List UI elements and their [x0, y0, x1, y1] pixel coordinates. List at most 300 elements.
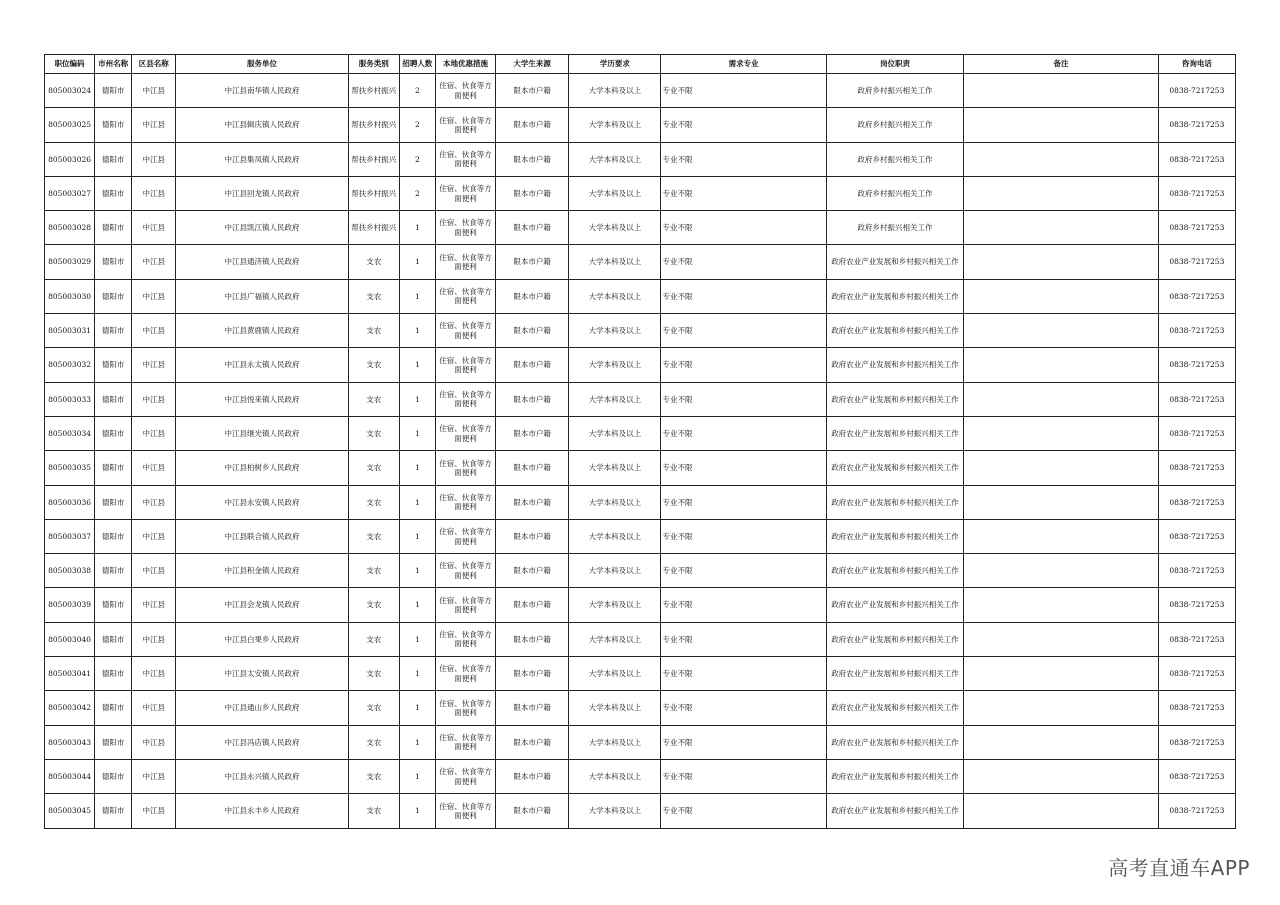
service-unit-cell: 中江县永丰乡人民政府 — [176, 794, 348, 828]
headcount-cell: 1 — [399, 382, 435, 416]
service-type-cell: 支农 — [348, 554, 399, 588]
table-row — [45, 451, 1236, 485]
position-code-cell: 805003031 — [45, 314, 95, 348]
table-row — [45, 691, 1236, 725]
remarks-cell — [964, 382, 1158, 416]
county-cell: 中江县 — [132, 691, 176, 725]
headcount-cell: 1 — [399, 759, 435, 793]
major-cell: 专业不限 — [661, 348, 826, 382]
header-row — [45, 55, 1236, 74]
local-benefits-cell: 住宿、伙食等方面便利 — [435, 451, 495, 485]
county-cell: 中江县 — [132, 108, 176, 142]
education-cell: 大学本科及以上 — [569, 211, 661, 245]
major-cell: 专业不限 — [661, 451, 826, 485]
education-cell: 大学本科及以上 — [569, 691, 661, 725]
major-cell: 专业不限 — [661, 142, 826, 176]
city-cell: 德阳市 — [95, 74, 132, 108]
education-cell: 大学本科及以上 — [569, 622, 661, 656]
local-benefits-cell: 住宿、伙食等方面便利 — [435, 108, 495, 142]
position-code-cell: 805003033 — [45, 382, 95, 416]
header-student-source: 大学生来源 — [496, 55, 569, 74]
phone-cell: 0838-7217253 — [1158, 622, 1235, 656]
major-cell: 专业不限 — [661, 691, 826, 725]
headcount-cell: 1 — [399, 348, 435, 382]
phone-cell: 0838-7217253 — [1158, 759, 1235, 793]
education-cell: 大学本科及以上 — [569, 245, 661, 279]
student-source-cell: 限本市户籍 — [496, 485, 569, 519]
headcount-cell: 1 — [399, 314, 435, 348]
student-source-cell: 限本市户籍 — [496, 279, 569, 313]
student-source-cell: 限本市户籍 — [496, 554, 569, 588]
duties-cell: 政府农业产业发展和乡村振兴相关工作 — [826, 314, 963, 348]
education-cell: 大学本科及以上 — [569, 554, 661, 588]
major-cell: 专业不限 — [661, 382, 826, 416]
table-row — [45, 314, 1236, 348]
table-row — [45, 794, 1236, 828]
service-unit-cell: 中江县凯江镇人民政府 — [176, 211, 348, 245]
table-row — [45, 725, 1236, 759]
duties-cell: 政府农业产业发展和乡村振兴相关工作 — [826, 348, 963, 382]
header-remarks: 备注 — [964, 55, 1158, 74]
county-cell: 中江县 — [132, 759, 176, 793]
phone-cell: 0838-7217253 — [1158, 416, 1235, 450]
remarks-cell — [964, 74, 1158, 108]
headcount-cell: 1 — [399, 794, 435, 828]
county-cell: 中江县 — [132, 451, 176, 485]
position-code-cell: 805003039 — [45, 588, 95, 622]
service-unit-cell: 中江县通济镇人民政府 — [176, 245, 348, 279]
headcount-cell: 1 — [399, 657, 435, 691]
duties-cell: 政府农业产业发展和乡村振兴相关工作 — [826, 622, 963, 656]
city-cell: 德阳市 — [95, 759, 132, 793]
duties-cell: 政府农业产业发展和乡村振兴相关工作 — [826, 759, 963, 793]
headcount-cell: 1 — [399, 279, 435, 313]
remarks-cell — [964, 588, 1158, 622]
position-code-cell: 805003038 — [45, 554, 95, 588]
major-cell: 专业不限 — [661, 485, 826, 519]
local-benefits-cell: 住宿、伙食等方面便利 — [435, 382, 495, 416]
major-cell: 专业不限 — [661, 622, 826, 656]
service-unit-cell: 中江县悦来镇人民政府 — [176, 382, 348, 416]
county-cell: 中江县 — [132, 725, 176, 759]
position-code-cell: 805003025 — [45, 108, 95, 142]
header-position-code: 职位编码 — [45, 55, 95, 74]
city-cell: 德阳市 — [95, 794, 132, 828]
city-cell: 德阳市 — [95, 211, 132, 245]
phone-cell: 0838-7217253 — [1158, 74, 1235, 108]
county-cell: 中江县 — [132, 314, 176, 348]
header-duties: 岗位职责 — [826, 55, 963, 74]
service-unit-cell: 中江县柏树乡人民政府 — [176, 451, 348, 485]
local-benefits-cell: 住宿、伙食等方面便利 — [435, 279, 495, 313]
phone-cell: 0838-7217253 — [1158, 245, 1235, 279]
duties-cell: 政府农业产业发展和乡村振兴相关工作 — [826, 279, 963, 313]
duties-cell: 政府农业产业发展和乡村振兴相关工作 — [826, 382, 963, 416]
major-cell: 专业不限 — [661, 245, 826, 279]
city-cell: 德阳市 — [95, 176, 132, 210]
header-county: 区县名称 — [132, 55, 176, 74]
student-source-cell: 限本市户籍 — [496, 314, 569, 348]
remarks-cell — [964, 142, 1158, 176]
education-cell: 大学本科及以上 — [569, 451, 661, 485]
remarks-cell — [964, 108, 1158, 142]
phone-cell: 0838-7217253 — [1158, 279, 1235, 313]
county-cell: 中江县 — [132, 657, 176, 691]
local-benefits-cell: 住宿、伙食等方面便利 — [435, 657, 495, 691]
student-source-cell: 限本市户籍 — [496, 657, 569, 691]
student-source-cell: 限本市户籍 — [496, 759, 569, 793]
major-cell: 专业不限 — [661, 279, 826, 313]
education-cell: 大学本科及以上 — [569, 382, 661, 416]
position-code-cell: 805003032 — [45, 348, 95, 382]
service-unit-cell: 中江县白果乡人民政府 — [176, 622, 348, 656]
major-cell: 专业不限 — [661, 759, 826, 793]
education-cell: 大学本科及以上 — [569, 108, 661, 142]
duties-cell: 政府农业产业发展和乡村振兴相关工作 — [826, 451, 963, 485]
county-cell: 中江县 — [132, 416, 176, 450]
phone-cell: 0838-7217253 — [1158, 588, 1235, 622]
phone-cell: 0838-7217253 — [1158, 554, 1235, 588]
local-benefits-cell: 住宿、伙食等方面便利 — [435, 314, 495, 348]
remarks-cell — [964, 485, 1158, 519]
education-cell: 大学本科及以上 — [569, 314, 661, 348]
city-cell: 德阳市 — [95, 657, 132, 691]
local-benefits-cell: 住宿、伙食等方面便利 — [435, 588, 495, 622]
phone-cell: 0838-7217253 — [1158, 657, 1235, 691]
phone-cell: 0838-7217253 — [1158, 382, 1235, 416]
phone-cell: 0838-7217253 — [1158, 211, 1235, 245]
service-type-cell: 支农 — [348, 382, 399, 416]
service-type-cell: 支农 — [348, 519, 399, 553]
header-service-unit: 服务单位 — [176, 55, 348, 74]
position-code-cell: 805003040 — [45, 622, 95, 656]
service-type-cell: 支农 — [348, 485, 399, 519]
remarks-cell — [964, 245, 1158, 279]
local-benefits-cell: 住宿、伙食等方面便利 — [435, 348, 495, 382]
service-unit-cell: 中江县冯店镇人民政府 — [176, 725, 348, 759]
student-source-cell: 限本市户籍 — [496, 416, 569, 450]
county-cell: 中江县 — [132, 142, 176, 176]
city-cell: 德阳市 — [95, 245, 132, 279]
local-benefits-cell: 住宿、伙食等方面便利 — [435, 416, 495, 450]
service-unit-cell: 中江县太安镇人民政府 — [176, 657, 348, 691]
service-type-cell: 帮扶乡村振兴 — [348, 108, 399, 142]
remarks-cell — [964, 657, 1158, 691]
service-unit-cell: 中江县会龙镇人民政府 — [176, 588, 348, 622]
phone-cell: 0838-7217253 — [1158, 485, 1235, 519]
service-type-cell: 帮扶乡村振兴 — [348, 74, 399, 108]
headcount-cell: 1 — [399, 211, 435, 245]
service-type-cell: 帮扶乡村振兴 — [348, 211, 399, 245]
phone-cell: 0838-7217253 — [1158, 314, 1235, 348]
duties-cell: 政府农业产业发展和乡村振兴相关工作 — [826, 725, 963, 759]
recruitment-table-sheet — [44, 54, 1236, 829]
county-cell: 中江县 — [132, 519, 176, 553]
city-cell: 德阳市 — [95, 519, 132, 553]
remarks-cell — [964, 348, 1158, 382]
local-benefits-cell: 住宿、伙食等方面便利 — [435, 142, 495, 176]
table-header — [45, 55, 1236, 74]
education-cell: 大学本科及以上 — [569, 142, 661, 176]
duties-cell: 政府农业产业发展和乡村振兴相关工作 — [826, 794, 963, 828]
table-row — [45, 416, 1236, 450]
table-row — [45, 176, 1236, 210]
student-source-cell: 限本市户籍 — [496, 794, 569, 828]
service-type-cell: 支农 — [348, 451, 399, 485]
local-benefits-cell: 住宿、伙食等方面便利 — [435, 74, 495, 108]
service-type-cell: 支农 — [348, 279, 399, 313]
major-cell: 专业不限 — [661, 176, 826, 210]
table-row — [45, 74, 1236, 108]
headcount-cell: 2 — [399, 108, 435, 142]
education-cell: 大学本科及以上 — [569, 657, 661, 691]
student-source-cell: 限本市户籍 — [496, 691, 569, 725]
service-type-cell: 支农 — [348, 314, 399, 348]
duties-cell: 政府农业产业发展和乡村振兴相关工作 — [826, 519, 963, 553]
county-cell: 中江县 — [132, 279, 176, 313]
city-cell: 德阳市 — [95, 314, 132, 348]
headcount-cell: 1 — [399, 725, 435, 759]
table-row — [45, 108, 1236, 142]
headcount-cell: 1 — [399, 622, 435, 656]
headcount-cell: 2 — [399, 142, 435, 176]
position-code-cell: 805003037 — [45, 519, 95, 553]
position-code-cell: 805003028 — [45, 211, 95, 245]
county-cell: 中江县 — [132, 74, 176, 108]
major-cell: 专业不限 — [661, 211, 826, 245]
position-code-cell: 805003045 — [45, 794, 95, 828]
table-row — [45, 657, 1236, 691]
service-unit-cell: 中江县回龙镇人民政府 — [176, 176, 348, 210]
local-benefits-cell: 住宿、伙食等方面便利 — [435, 794, 495, 828]
table-row — [45, 622, 1236, 656]
major-cell: 专业不限 — [661, 519, 826, 553]
phone-cell: 0838-7217253 — [1158, 519, 1235, 553]
service-unit-cell: 中江县集凤镇人民政府 — [176, 142, 348, 176]
local-benefits-cell: 住宿、伙食等方面便利 — [435, 691, 495, 725]
local-benefits-cell: 住宿、伙食等方面便利 — [435, 759, 495, 793]
student-source-cell: 限本市户籍 — [496, 74, 569, 108]
phone-cell: 0838-7217253 — [1158, 451, 1235, 485]
education-cell: 大学本科及以上 — [569, 416, 661, 450]
header-major: 需求专业 — [661, 55, 826, 74]
education-cell: 大学本科及以上 — [569, 794, 661, 828]
headcount-cell: 2 — [399, 74, 435, 108]
service-unit-cell: 中江县辑庆镇人民政府 — [176, 108, 348, 142]
remarks-cell — [964, 622, 1158, 656]
phone-cell: 0838-7217253 — [1158, 691, 1235, 725]
service-unit-cell: 中江县继光镇人民政府 — [176, 416, 348, 450]
city-cell: 德阳市 — [95, 485, 132, 519]
county-cell: 中江县 — [132, 382, 176, 416]
position-code-cell: 805003036 — [45, 485, 95, 519]
duties-cell: 政府农业产业发展和乡村振兴相关工作 — [826, 416, 963, 450]
duties-cell: 政府农业产业发展和乡村振兴相关工作 — [826, 485, 963, 519]
table-body — [45, 74, 1236, 829]
service-type-cell: 支农 — [348, 348, 399, 382]
major-cell: 专业不限 — [661, 588, 826, 622]
table-row — [45, 519, 1236, 553]
service-type-cell: 支农 — [348, 588, 399, 622]
county-cell: 中江县 — [132, 588, 176, 622]
service-type-cell: 支农 — [348, 245, 399, 279]
headcount-cell: 1 — [399, 588, 435, 622]
remarks-cell — [964, 519, 1158, 553]
headcount-cell: 1 — [399, 485, 435, 519]
service-unit-cell: 中江县通山乡人民政府 — [176, 691, 348, 725]
student-source-cell: 限本市户籍 — [496, 108, 569, 142]
remarks-cell — [964, 314, 1158, 348]
service-unit-cell: 中江县联合镇人民政府 — [176, 519, 348, 553]
local-benefits-cell: 住宿、伙食等方面便利 — [435, 519, 495, 553]
major-cell: 专业不限 — [661, 108, 826, 142]
city-cell: 德阳市 — [95, 451, 132, 485]
table-row — [45, 211, 1236, 245]
position-code-cell: 805003027 — [45, 176, 95, 210]
service-unit-cell: 中江县永兴镇人民政府 — [176, 759, 348, 793]
student-source-cell: 限本市户籍 — [496, 211, 569, 245]
service-type-cell: 支农 — [348, 416, 399, 450]
major-cell: 专业不限 — [661, 314, 826, 348]
city-cell: 德阳市 — [95, 108, 132, 142]
remarks-cell — [964, 176, 1158, 210]
remarks-cell — [964, 554, 1158, 588]
phone-cell: 0838-7217253 — [1158, 108, 1235, 142]
table-row — [45, 554, 1236, 588]
position-code-cell: 805003029 — [45, 245, 95, 279]
service-type-cell: 支农 — [348, 691, 399, 725]
position-code-cell: 805003030 — [45, 279, 95, 313]
remarks-cell — [964, 279, 1158, 313]
duties-cell: 政府农业产业发展和乡村振兴相关工作 — [826, 691, 963, 725]
service-type-cell: 支农 — [348, 657, 399, 691]
header-headcount: 招聘人数 — [399, 55, 435, 74]
city-cell: 德阳市 — [95, 554, 132, 588]
county-cell: 中江县 — [132, 211, 176, 245]
service-type-cell: 支农 — [348, 622, 399, 656]
student-source-cell: 限本市户籍 — [496, 622, 569, 656]
duties-cell: 政府乡村振兴相关工作 — [826, 74, 963, 108]
watermark-text: 高考直通车APP — [1108, 856, 1250, 880]
student-source-cell: 限本市户籍 — [496, 245, 569, 279]
county-cell: 中江县 — [132, 176, 176, 210]
headcount-cell: 2 — [399, 176, 435, 210]
position-code-cell: 805003042 — [45, 691, 95, 725]
major-cell: 专业不限 — [661, 554, 826, 588]
city-cell: 德阳市 — [95, 382, 132, 416]
county-cell: 中江县 — [132, 348, 176, 382]
city-cell: 德阳市 — [95, 279, 132, 313]
service-unit-cell: 中江县永太镇人民政府 — [176, 348, 348, 382]
county-cell: 中江县 — [132, 245, 176, 279]
duties-cell: 政府乡村振兴相关工作 — [826, 142, 963, 176]
county-cell: 中江县 — [132, 794, 176, 828]
headcount-cell: 1 — [399, 519, 435, 553]
student-source-cell: 限本市户籍 — [496, 176, 569, 210]
header-phone: 咨询电话 — [1158, 55, 1235, 74]
local-benefits-cell: 住宿、伙食等方面便利 — [435, 211, 495, 245]
major-cell: 专业不限 — [661, 657, 826, 691]
duties-cell: 政府乡村振兴相关工作 — [826, 176, 963, 210]
position-code-cell: 805003035 — [45, 451, 95, 485]
headcount-cell: 1 — [399, 416, 435, 450]
county-cell: 中江县 — [132, 622, 176, 656]
phone-cell: 0838-7217253 — [1158, 794, 1235, 828]
local-benefits-cell: 住宿、伙食等方面便利 — [435, 622, 495, 656]
position-code-cell: 805003034 — [45, 416, 95, 450]
major-cell: 专业不限 — [661, 416, 826, 450]
education-cell: 大学本科及以上 — [569, 279, 661, 313]
headcount-cell: 1 — [399, 691, 435, 725]
phone-cell: 0838-7217253 — [1158, 348, 1235, 382]
phone-cell: 0838-7217253 — [1158, 176, 1235, 210]
table-row — [45, 279, 1236, 313]
service-unit-cell: 中江县永安镇人民政府 — [176, 485, 348, 519]
student-source-cell: 限本市户籍 — [496, 382, 569, 416]
service-unit-cell: 中江县广福镇人民政府 — [176, 279, 348, 313]
duties-cell: 政府农业产业发展和乡村振兴相关工作 — [826, 554, 963, 588]
local-benefits-cell: 住宿、伙食等方面便利 — [435, 485, 495, 519]
header-education: 学历要求 — [569, 55, 661, 74]
table-row — [45, 142, 1236, 176]
duties-cell: 政府农业产业发展和乡村振兴相关工作 — [826, 657, 963, 691]
education-cell: 大学本科及以上 — [569, 176, 661, 210]
local-benefits-cell: 住宿、伙食等方面便利 — [435, 245, 495, 279]
county-cell: 中江县 — [132, 485, 176, 519]
service-type-cell: 帮扶乡村振兴 — [348, 142, 399, 176]
table-row — [45, 588, 1236, 622]
table-row — [45, 485, 1236, 519]
phone-cell: 0838-7217253 — [1158, 142, 1235, 176]
header-city: 市州名称 — [95, 55, 132, 74]
major-cell: 专业不限 — [661, 74, 826, 108]
local-benefits-cell: 住宿、伙食等方面便利 — [435, 554, 495, 588]
service-type-cell: 支农 — [348, 794, 399, 828]
remarks-cell — [964, 211, 1158, 245]
table-row — [45, 759, 1236, 793]
education-cell: 大学本科及以上 — [569, 519, 661, 553]
city-cell: 德阳市 — [95, 725, 132, 759]
student-source-cell: 限本市户籍 — [496, 519, 569, 553]
service-unit-cell: 中江县黄鹿镇人民政府 — [176, 314, 348, 348]
city-cell: 德阳市 — [95, 588, 132, 622]
education-cell: 大学本科及以上 — [569, 588, 661, 622]
headcount-cell: 1 — [399, 245, 435, 279]
county-cell: 中江县 — [132, 554, 176, 588]
position-code-cell: 805003044 — [45, 759, 95, 793]
education-cell: 大学本科及以上 — [569, 759, 661, 793]
student-source-cell: 限本市户籍 — [496, 348, 569, 382]
table-row — [45, 245, 1236, 279]
position-table — [44, 54, 1236, 829]
position-code-cell: 805003043 — [45, 725, 95, 759]
student-source-cell: 限本市户籍 — [496, 588, 569, 622]
local-benefits-cell: 住宿、伙食等方面便利 — [435, 176, 495, 210]
major-cell: 专业不限 — [661, 725, 826, 759]
education-cell: 大学本科及以上 — [569, 74, 661, 108]
remarks-cell — [964, 794, 1158, 828]
header-service-type: 服务类别 — [348, 55, 399, 74]
position-code-cell: 805003041 — [45, 657, 95, 691]
local-benefits-cell: 住宿、伙食等方面便利 — [435, 725, 495, 759]
education-cell: 大学本科及以上 — [569, 725, 661, 759]
duties-cell: 政府乡村振兴相关工作 — [826, 211, 963, 245]
service-unit-cell: 中江县积金镇人民政府 — [176, 554, 348, 588]
duties-cell: 政府农业产业发展和乡村振兴相关工作 — [826, 245, 963, 279]
duties-cell: 政府乡村振兴相关工作 — [826, 108, 963, 142]
phone-cell: 0838-7217253 — [1158, 725, 1235, 759]
headcount-cell: 1 — [399, 451, 435, 485]
